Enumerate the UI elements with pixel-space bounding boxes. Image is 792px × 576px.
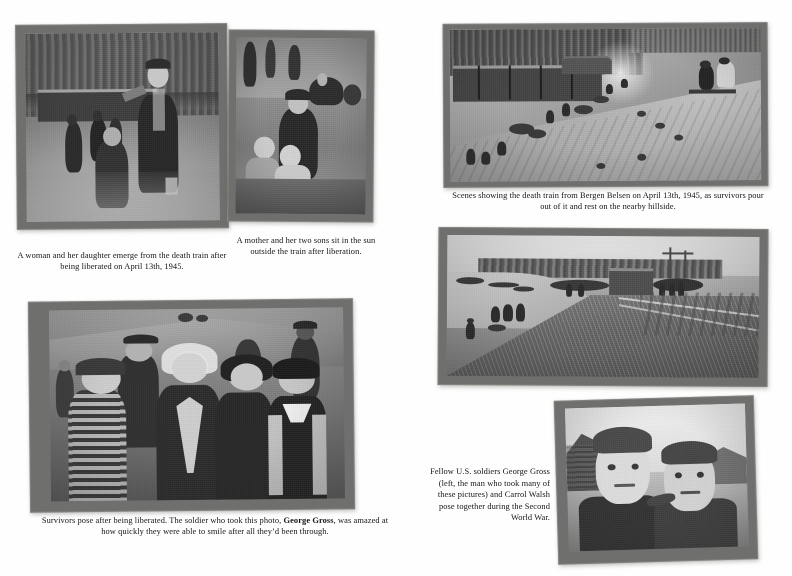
photo-plate xyxy=(554,395,759,565)
caption-survivors-photographer: George Gross xyxy=(283,516,334,525)
photo-image-gross-and-walsh xyxy=(565,403,749,551)
photo-image-death-train-hillside xyxy=(450,28,762,182)
photo-image-woman-and-daughter xyxy=(25,32,220,222)
photo-gross-and-walsh[interactable] xyxy=(554,395,759,565)
photo-plate xyxy=(15,23,229,230)
photo-image-survivors-posing xyxy=(49,307,345,501)
caption-survivors-tail: , was amazed at how quickly they were able to smile after all they’d been through. xyxy=(101,516,389,536)
photo-plate xyxy=(227,29,374,222)
caption-gross-and-walsh: Fellow U.S. soldiers George Gross (left, the man who took many of these pictures) and Carrol Walsh pose together during the Second World War. xyxy=(430,467,550,523)
photo-death-train-hillside[interactable] xyxy=(443,22,769,188)
photo-railway-tracks-boxcar[interactable] xyxy=(438,227,769,387)
photo-woman-and-daughter[interactable] xyxy=(15,23,229,230)
caption-survivors-lead: Survivors pose after being liberated. The soldier who took this photo, xyxy=(41,516,284,525)
caption-death-train-hillside: Scenes showing the death train from Bergen Belsen on April 13th, 1945, as survivors pour out of it and rest on the nearby hillside. xyxy=(452,191,764,211)
caption-mother-and-two-sons: A mother and her two sons sit in the sun outside the train after liberation. xyxy=(236,236,376,256)
photo-plate xyxy=(443,22,769,188)
caption-survivors-posing xyxy=(40,516,390,538)
photo-image-railway-tracks-boxcar xyxy=(447,235,760,378)
photo-plate xyxy=(438,227,769,387)
photo-plate xyxy=(28,298,355,512)
photo-image-mother-and-two-sons xyxy=(235,38,366,215)
photo-survivors-posing[interactable] xyxy=(28,298,355,512)
caption-woman-and-daughter: A woman and her daughter emerge from the death train after being liberated on April 13th, 1945. xyxy=(17,251,227,271)
photo-mother-and-two-sons[interactable] xyxy=(227,29,374,222)
